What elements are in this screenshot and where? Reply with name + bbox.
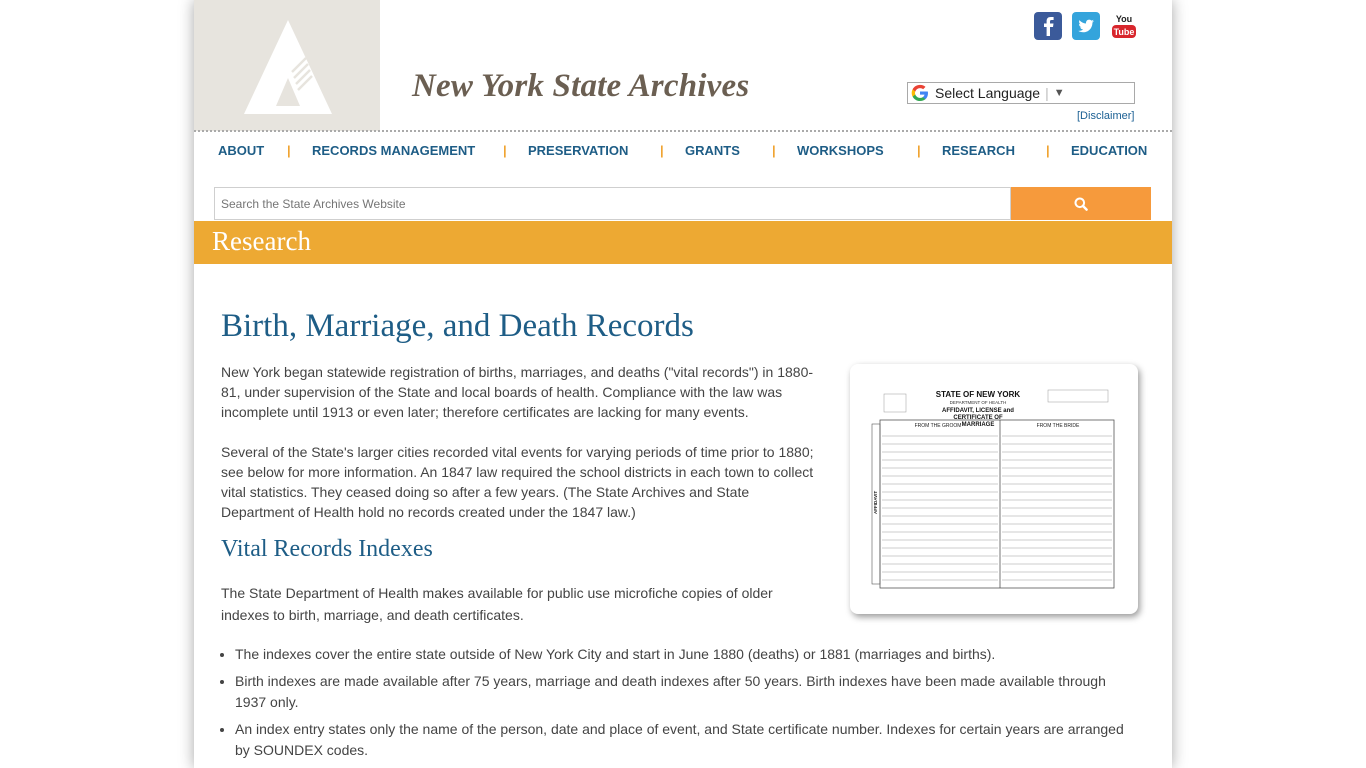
archives-logo[interactable] [194,0,380,131]
twitter-link[interactable] [1072,12,1100,40]
nav-separator: | [917,143,921,158]
history-paragraph: Several of the State's larger cities recorded vital events for varying periods of time prior to 1880; see below for more information. An 1847 law required the school districts in each town to collect vital statistics. They ceased doing so after a few years. (The State Archives and State Department of Health hold no records created under the 1847 law.) [221,444,814,520]
page-container [194,0,1172,768]
certificate-title-line: CERTIFICATE OF [953,415,1003,421]
nav-separator: | [503,143,507,158]
list-item: • The indexes cover the entire state outside of New York City and start in June 1880 (deaths) or 1881 (marriages and births). [235,644,1135,665]
facebook-link[interactable] [1034,12,1062,40]
nav-item-grants[interactable]: GRANTS [685,143,740,158]
google-g-icon [911,84,929,102]
search-input[interactable] [214,187,1011,220]
site-title[interactable]: New York State Archives [412,68,750,104]
nav-item-workshops[interactable]: WORKSHOPS [797,143,884,158]
certificate-subheading: DEPARTMENT OF HEALTH [949,400,1007,405]
twitter-icon [1072,12,1100,40]
nav-item-records-management[interactable]: RECORDS MANAGEMENT [312,143,476,158]
language-select-label: Select Language [935,85,1041,101]
marriage-certificate-image [850,364,1138,614]
nav-item-education[interactable]: EDUCATION [1071,143,1148,158]
language-select[interactable] [907,82,1135,104]
language-divider: | [1045,85,1049,101]
search-button[interactable] [1011,187,1151,220]
nav-separator: | [772,143,776,158]
dropdown-arrow-icon: ▼ [1053,87,1065,99]
main-nav [194,143,1172,161]
groom-column-label: FROM THE GROOM [914,423,962,429]
list-item: • An index entry states only the name of the person, date and place of event, and State certificate number. Indexes for certain years are arranged by SOUNDEX codes. [235,719,1135,761]
svg-text:You: You [1115,14,1133,24]
section-title: Research [212,226,311,256]
certificate-drawing [850,364,1138,614]
header-divider [194,130,1172,132]
archives-logo-icon [244,20,332,114]
disclaimer-link[interactable]: [Disclaimer] [1077,110,1135,122]
certificate-title-line: AFFIDAVIT, LICENSE and [942,408,1014,414]
nav-item-about[interactable]: ABOUT [218,143,265,158]
intro-paragraph: New York began statewide registration of births, marriages, and deaths ("vital records") in 1880-81, under supervision of the State and local boards of health. Compliance with the law was incomplete until 1913 or even later; therefore certificates are lacking for many events. [221,364,814,420]
certificate-title-line: MARRIAGE [961,422,995,428]
nav-separator: | [287,143,291,158]
svg-text:Tube: Tube [1113,27,1135,37]
page-title: Birth, Marriage, and Death Records [221,308,694,344]
nav-separator: | [1046,143,1050,158]
certificate-heading: STATE OF NEW YORK [935,390,1021,399]
section-heading: Vital Records Indexes [221,536,433,562]
youtube-icon [1110,12,1138,40]
facebook-icon [1034,12,1062,40]
list-item: • Birth indexes are made available after 75 years, marriage and death indexes after 50 years. Birth indexes have been made available through 1937 only. [235,671,1135,713]
index-facts-list [221,644,1135,767]
section-banner [194,221,1172,264]
affidavit-side-label: AFFIDAVIT [873,490,878,514]
search-icon [1074,197,1088,211]
nav-item-research[interactable]: RESEARCH [942,143,1015,158]
nav-item-preservation[interactable]: PRESERVATION [528,143,629,158]
bride-column-label: FROM THE BRIDE [1036,423,1080,429]
nav-separator: | [660,143,664,158]
youtube-link[interactable] [1110,12,1138,40]
indexes-paragraph: The State Department of Health makes available for public use microfiche copies of older indexes to birth, marriage, and death certificates. [221,585,773,623]
